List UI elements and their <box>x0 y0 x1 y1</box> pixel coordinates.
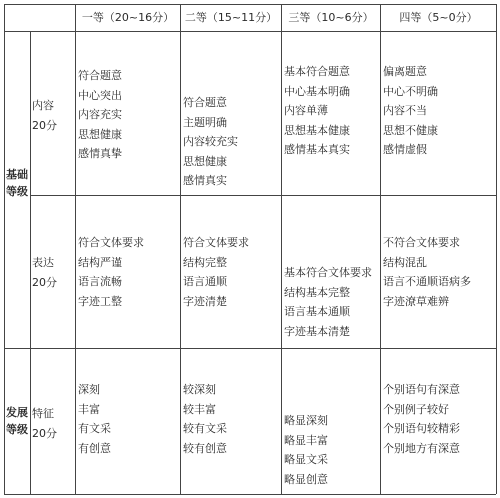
header-grade-4: 四等（5~0分） <box>399 11 478 24</box>
expression-grade-1-criteria: 符合文体要求 结构严谨 语言流畅 字迹工整 <box>78 236 144 308</box>
table-border-bottom <box>4 494 496 495</box>
header-grade-1: 一等（20~16分） <box>81 11 175 24</box>
col-divider-3 <box>281 4 282 494</box>
col-divider-0 <box>30 31 31 494</box>
table-border-top <box>4 4 496 5</box>
table-border-left <box>4 4 5 494</box>
row-label-feature: 特征 20分 <box>32 407 57 440</box>
col-divider-4 <box>380 4 381 494</box>
content-grade-1-criteria: 符合题意 中心突出 内容充实 思想健康 感情真挚 <box>78 69 122 160</box>
content-grade-2-criteria: 符合题意 主题明确 内容较充实 思想健康 感情真实 <box>183 96 238 187</box>
feature-grade-2-criteria: 较深刻 较丰富 较有文采 较有创意 <box>183 383 227 455</box>
content-grade-3-criteria: 基本符合题意 中心基本明确 内容单薄 思想基本健康 感情基本真实 <box>284 65 350 156</box>
expression-grade-3-criteria: 基本符合文体要求 结构基本完整 语言基本通顺 字迹基本清楚 <box>284 266 372 338</box>
row-label-content: 内容 20分 <box>32 99 57 132</box>
section-label-development: 发展 等级 <box>6 406 28 436</box>
expression-grade-4-criteria: 不符合文体要求 结构混乱 语言不通顺语病多 字迹潦草难辨 <box>383 236 471 308</box>
content-grade-4-criteria: 偏离题意 中心不明确 内容不当 思想不健康 感情虚假 <box>383 65 438 156</box>
section-divider <box>4 348 496 349</box>
col-divider-2 <box>180 4 181 494</box>
feature-grade-3-criteria: 略显深刻 略显丰富 略显文采 略显创意 <box>284 414 328 486</box>
feature-grade-1-criteria: 深刻 丰富 有文采 有创意 <box>78 383 111 455</box>
header-grade-3: 三等（10~6分） <box>288 11 374 24</box>
header-grade-2: 二等（15~11分） <box>184 11 278 24</box>
col-divider-1 <box>75 4 76 494</box>
row-divider-1 <box>30 195 496 196</box>
feature-grade-4-criteria: 个别语句有深意 个别例子较好 个别语句较精彩 个别地方有深意 <box>383 383 460 455</box>
table-border-right <box>496 4 497 494</box>
section-label-basic: 基础 等级 <box>6 168 28 198</box>
expression-grade-2-criteria: 符合文体要求 结构完整 语言通顺 字迹清楚 <box>183 236 249 308</box>
header-divider <box>4 31 496 32</box>
row-label-expression: 表达 20分 <box>32 256 57 289</box>
